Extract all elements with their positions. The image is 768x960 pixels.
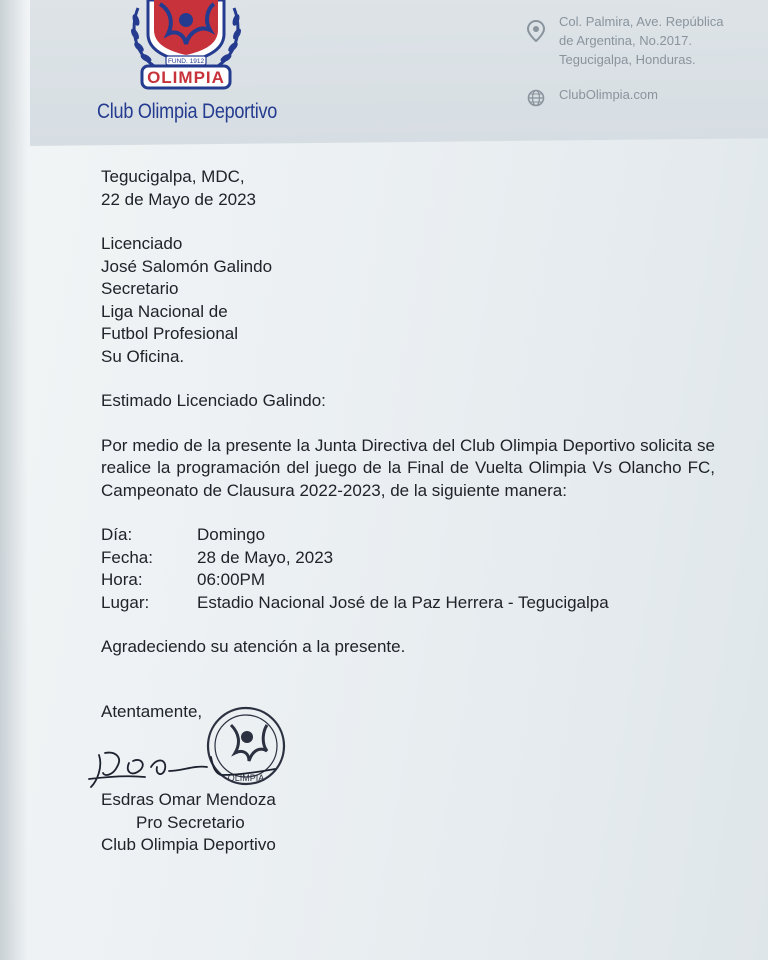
letter-date: 22 de Mayo de 2023 (101, 189, 257, 209)
website (527, 85, 757, 104)
body-paragraph: Por medio de la presente la Junta Directiva del Club Olimpia Deportivo solicita se realice la programación del juego de la Final de Vuelta Olimpia Vs Olancho FC, Campeonato de Clausura 2022-2023, de la siguiente manera: (101, 435, 715, 500)
recipient-line: Su Oficina. (101, 346, 185, 366)
crest-banner-text: FUND. 1912 (167, 58, 205, 66)
signer-organization: Club Olimpia Deportivo (101, 835, 276, 854)
detail-label-venue: Lugar: (101, 592, 150, 612)
signer-title: Pro Secretario (136, 812, 245, 832)
detail-value-day: Domingo (197, 525, 266, 544)
recipient-line: Liga Nacional de (101, 301, 228, 321)
page-shadow (0, 0, 28, 960)
detail-value-time: 06:00PM (197, 570, 266, 589)
recipient-line: José Salomón Galindo (101, 256, 273, 276)
detail-value-date: 28 de Mayo, 2023 (197, 547, 334, 567)
globe-icon (527, 89, 545, 107)
detail-label-day: Día: (101, 525, 133, 544)
salutation: Estimado Licenciado Galindo: (101, 391, 326, 410)
location-pin-icon (527, 20, 545, 42)
match-details (101, 524, 721, 614)
club-olimpia-crest-logo (124, 0, 248, 96)
address-line-1: Col. Palmira, Ave. República (559, 14, 724, 29)
handwritten-signature (85, 737, 315, 797)
stamp-text: OLIMPIA (227, 772, 265, 783)
website-text: ClubOlimpia.com (559, 87, 658, 102)
address-line-3: Tegucigalpa, Honduras. (559, 52, 696, 67)
sign-off: Atentamente, (101, 701, 203, 721)
address (527, 12, 757, 69)
recipient-block (101, 233, 721, 368)
detail-label-time: Hora: (101, 570, 143, 589)
signature-area (101, 701, 721, 857)
contact-block (527, 12, 757, 104)
address-line-2: de Argentina, No.2017. (559, 33, 692, 48)
letter-body (101, 166, 721, 857)
club-name: Club Olimpia Deportivo (97, 100, 278, 123)
recipient-line: Licenciado (101, 234, 183, 253)
recipient-line: Secretario (101, 279, 179, 298)
letter-place: Tegucigalpa, MDC, (101, 167, 245, 186)
signer-name: Esdras Omar Mendoza (101, 790, 276, 809)
recipient-line: Futbol Profesional (101, 324, 239, 343)
crest-wordmark: OLIMPIA (147, 68, 225, 87)
closing-line: Agradeciendo su atención a la presente. (101, 637, 406, 656)
detail-label-date: Fecha: (101, 547, 153, 567)
detail-value-venue: Estadio Nacional José de la Paz Herrera - Tegucigalpa (197, 592, 609, 612)
